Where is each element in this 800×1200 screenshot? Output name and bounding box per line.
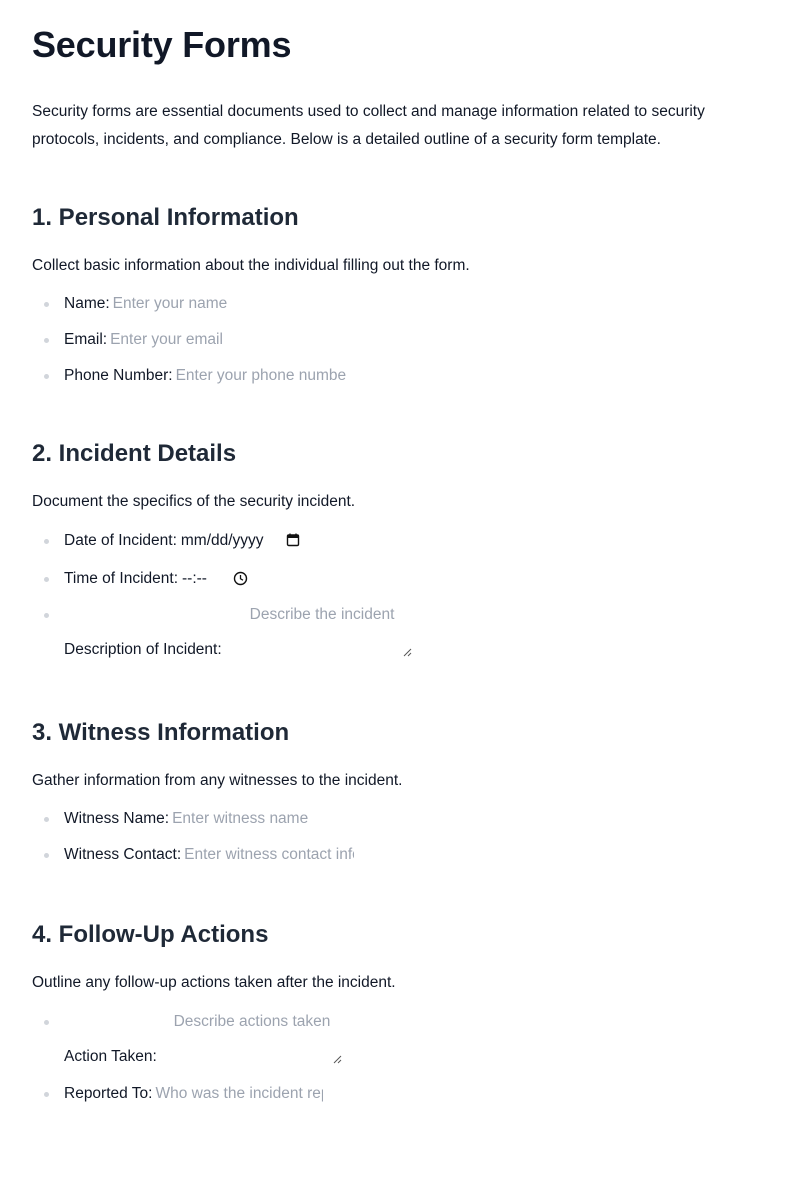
witness-field-list <box>32 809 768 865</box>
list-item <box>64 294 768 330</box>
list-item <box>64 605 768 660</box>
list-item <box>64 809 768 845</box>
time-label: Time of Incident: <box>64 570 179 587</box>
witness-contact-input[interactable] <box>184 845 354 865</box>
resize-handle-icon[interactable] <box>403 648 412 657</box>
action-taken-label: Action Taken: <box>64 1048 157 1065</box>
list-item <box>64 366 768 386</box>
date-input[interactable]: mm/dd/yyyy <box>180 532 264 549</box>
list-item <box>64 1084 768 1104</box>
section-description-follow-up: Outline any follow-up actions taken after the incident. <box>32 974 396 991</box>
action-taken-textarea[interactable] <box>162 1012 342 1064</box>
witness-name-label: Witness Name: <box>64 810 170 827</box>
list-item <box>64 1012 768 1067</box>
description-textarea[interactable] <box>232 605 412 657</box>
name-label: Name: <box>64 295 110 312</box>
witness-contact-label: Witness Contact: <box>64 846 182 863</box>
section-description-personal: Collect basic information about the individual filling out the form. <box>32 257 470 274</box>
section-heading-witness: 3. Witness Information <box>32 719 290 746</box>
personal-field-list <box>32 294 768 386</box>
phone-input[interactable] <box>176 366 346 386</box>
phone-label: Phone Number: <box>64 367 173 384</box>
page-title: Security Forms <box>32 24 292 65</box>
follow-up-field-list <box>32 1012 768 1102</box>
incident-field-list <box>32 531 768 660</box>
section-heading-follow-up: 4. Follow-Up Actions <box>32 921 269 948</box>
list-item <box>64 531 768 569</box>
witness-name-input[interactable] <box>172 809 342 829</box>
name-input[interactable] <box>113 294 273 314</box>
email-label: Email: <box>64 331 108 348</box>
calendar-icon[interactable] <box>286 533 300 553</box>
description-textarea-wrap <box>232 605 412 657</box>
list-item <box>64 845 768 865</box>
reported-to-label: Reported To: <box>64 1085 153 1102</box>
list-item <box>64 330 768 366</box>
intro-text: Security forms are essential documents used to collect and manage information related to security protocols, incidents, and compliance. Below is a detailed outline of a security form template. <box>32 103 705 148</box>
section-description-witness: Gather information from any witnesses to the incident. <box>32 772 403 789</box>
section-heading-incident: 2. Incident Details <box>32 440 237 467</box>
date-label: Date of Incident: <box>64 532 177 549</box>
time-input[interactable]: --:-- <box>182 570 207 587</box>
action-taken-textarea-wrap <box>162 1012 342 1064</box>
reported-to-input[interactable] <box>155 1084 323 1104</box>
section-heading-personal: 1. Personal Information <box>32 204 299 231</box>
email-input[interactable] <box>110 330 270 350</box>
clock-icon[interactable] <box>233 571 248 592</box>
description-label: Description of Incident: <box>64 641 222 658</box>
resize-handle-icon[interactable] <box>333 1055 342 1064</box>
list-item <box>64 569 768 605</box>
section-description-incident: Document the specifics of the security incident. <box>32 493 356 510</box>
